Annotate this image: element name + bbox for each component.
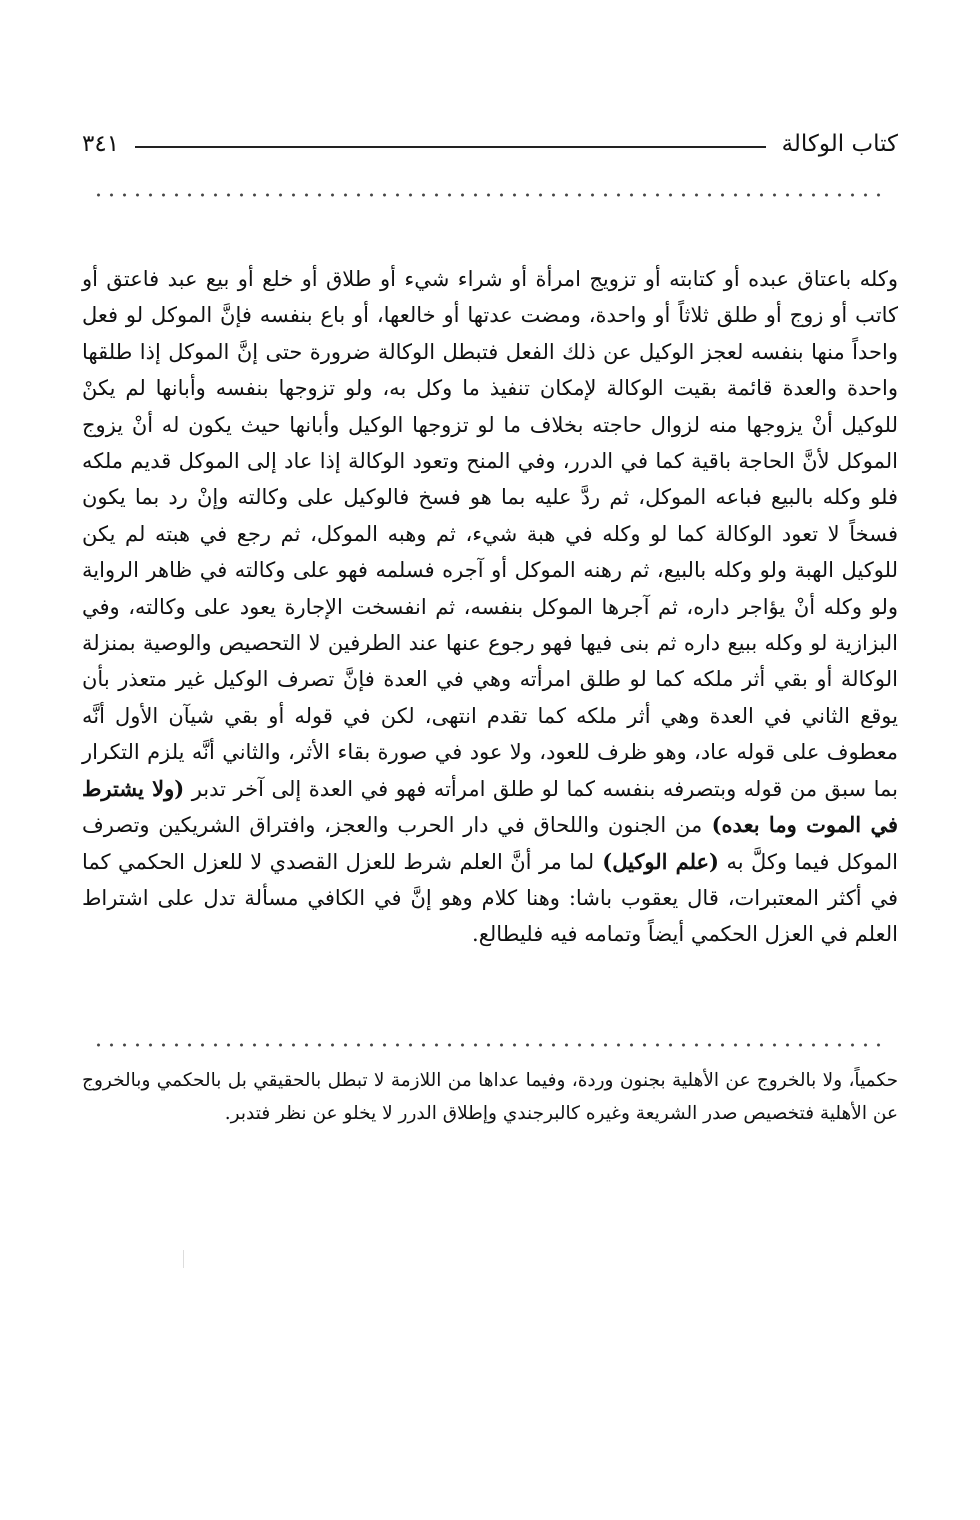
main-text-bold-2: (علم الوكيل) xyxy=(594,848,719,874)
main-text-part-2: من الجنون واللحاق في دار الحرب والعجز، وافتراق الشريكين وتصرف الموكل فيما وكلَّ به xyxy=(82,813,898,874)
main-text-part-3: لما مر أنَّ العلم شرط للعزل القصدي لا للعزل الحكمي كما في أكثر المعتبرات، قال يعقوب باشا: وهنا كلام وهو إنَّ في الكافي مسألة تدل على اشتراط العلم في العزل الحكمي أيضاً وتمامه فيه فليطالع. xyxy=(82,849,898,947)
header-rule xyxy=(135,146,766,148)
main-text-body xyxy=(82,261,898,953)
footnote-dotted-separator xyxy=(92,1043,888,1047)
top-dotted-separator xyxy=(92,193,888,197)
chapter-title: كتاب الوكالة xyxy=(781,131,898,157)
faint-scan-mark xyxy=(183,1250,184,1268)
main-text-part-1: وكله باعتاق عبده أو كتابته أو تزويج امرأة أو شراء شيء أو طلاق أو خلع أو بيع عبد فاعتق أو كاتب أو زوج أو طلق ثلاثاً أو واحدة، ومضت عدتها أو خالعها، أو باع بنفسه فإنَّ الموكل لو فعل واحداً منها بنفسه لعجز الوكيل عن ذلك الفعل فتبطل الوكالة ضرورة حتى إنَّ الموكل إذا طلقها واحدة والعدة قائمة بقيت الوكالة لإمكان تنفيذ ما وكل به، ولو تزوجها بنفسه وأبانها لم يكنْ للوكيل أنْ يزوجها منه لزوال حاجته بخلاف ما لو تزوجها الوكيل وأبانها حيث يكون له أنْ يزوج الموكل لأنَّ الحاجة باقية كما في الدرر، وفي المنح وتعود الوكالة إذا عاد إلى الموكل قديم ملكه فلو وكله بالبيع فباعه الموكل، ثم ردَّ عليه بما هو فسخ فالوكيل على وكالته وإنْ رد بما يكون فسخاً لا تعود الوكالة كما لو وكله في هبة شيء، ثم وهبه الموكل، ثم رجع في هبته لم يكن للوكيل الهبة ولو وكله بالبيع، ثم رهنه الموكل أو آجره فسلمه فهو على وكالته في ظاهر الرواية ولو وكله أنْ يؤاجر داره، ثم آجرها الموكل بنفسه، ثم انفسخت الإجارة يعود على وكالته، وفي البزازية لو وكله ببيع داره ثم بنى فيها فهو رجوع عنها عند الطرفين لا التحصيص والوصية بمنزلة الوكالة أو بقي أثر ملكه كما لو طلق امرأته وهي في العدة فإنَّ تصرف الوكيل غير متعذر بأن يوقع الثاني في العدة وهي أثر ملكه كما تقدم انتهى، لكن في قوله أو بقي شيآن الأول أنَّه معطوف على قوله عاد، وهو ظرف للعود، ولا عود في صورة بقاء الأثر، والثاني أنَّه يلزم التكرار بما سبق من قوله وبتصرفه بنفسه كما لو طلق امرأته فهو في العدة إلى آخر تدبر xyxy=(82,267,898,801)
footnote xyxy=(82,1064,898,1130)
page-number: ٣٤١ xyxy=(82,131,120,157)
footnote-text: حكمياً، ولا بالخروج عن الأهلية بجنون وردة، وفيما عداها من اللازمة لا تبطل بالحقيقي بل بالحكمي وبالخروج عن الأهلية فتخصيص صدر الشريعة وغيره كالبرجندي وإطلاق الدرر لا يخلو عن نظر فتدبر. xyxy=(82,1070,898,1124)
running-header xyxy=(82,112,898,156)
main-text-bold-1: (ولا يشترط في الموت وما بعده) xyxy=(82,775,898,838)
